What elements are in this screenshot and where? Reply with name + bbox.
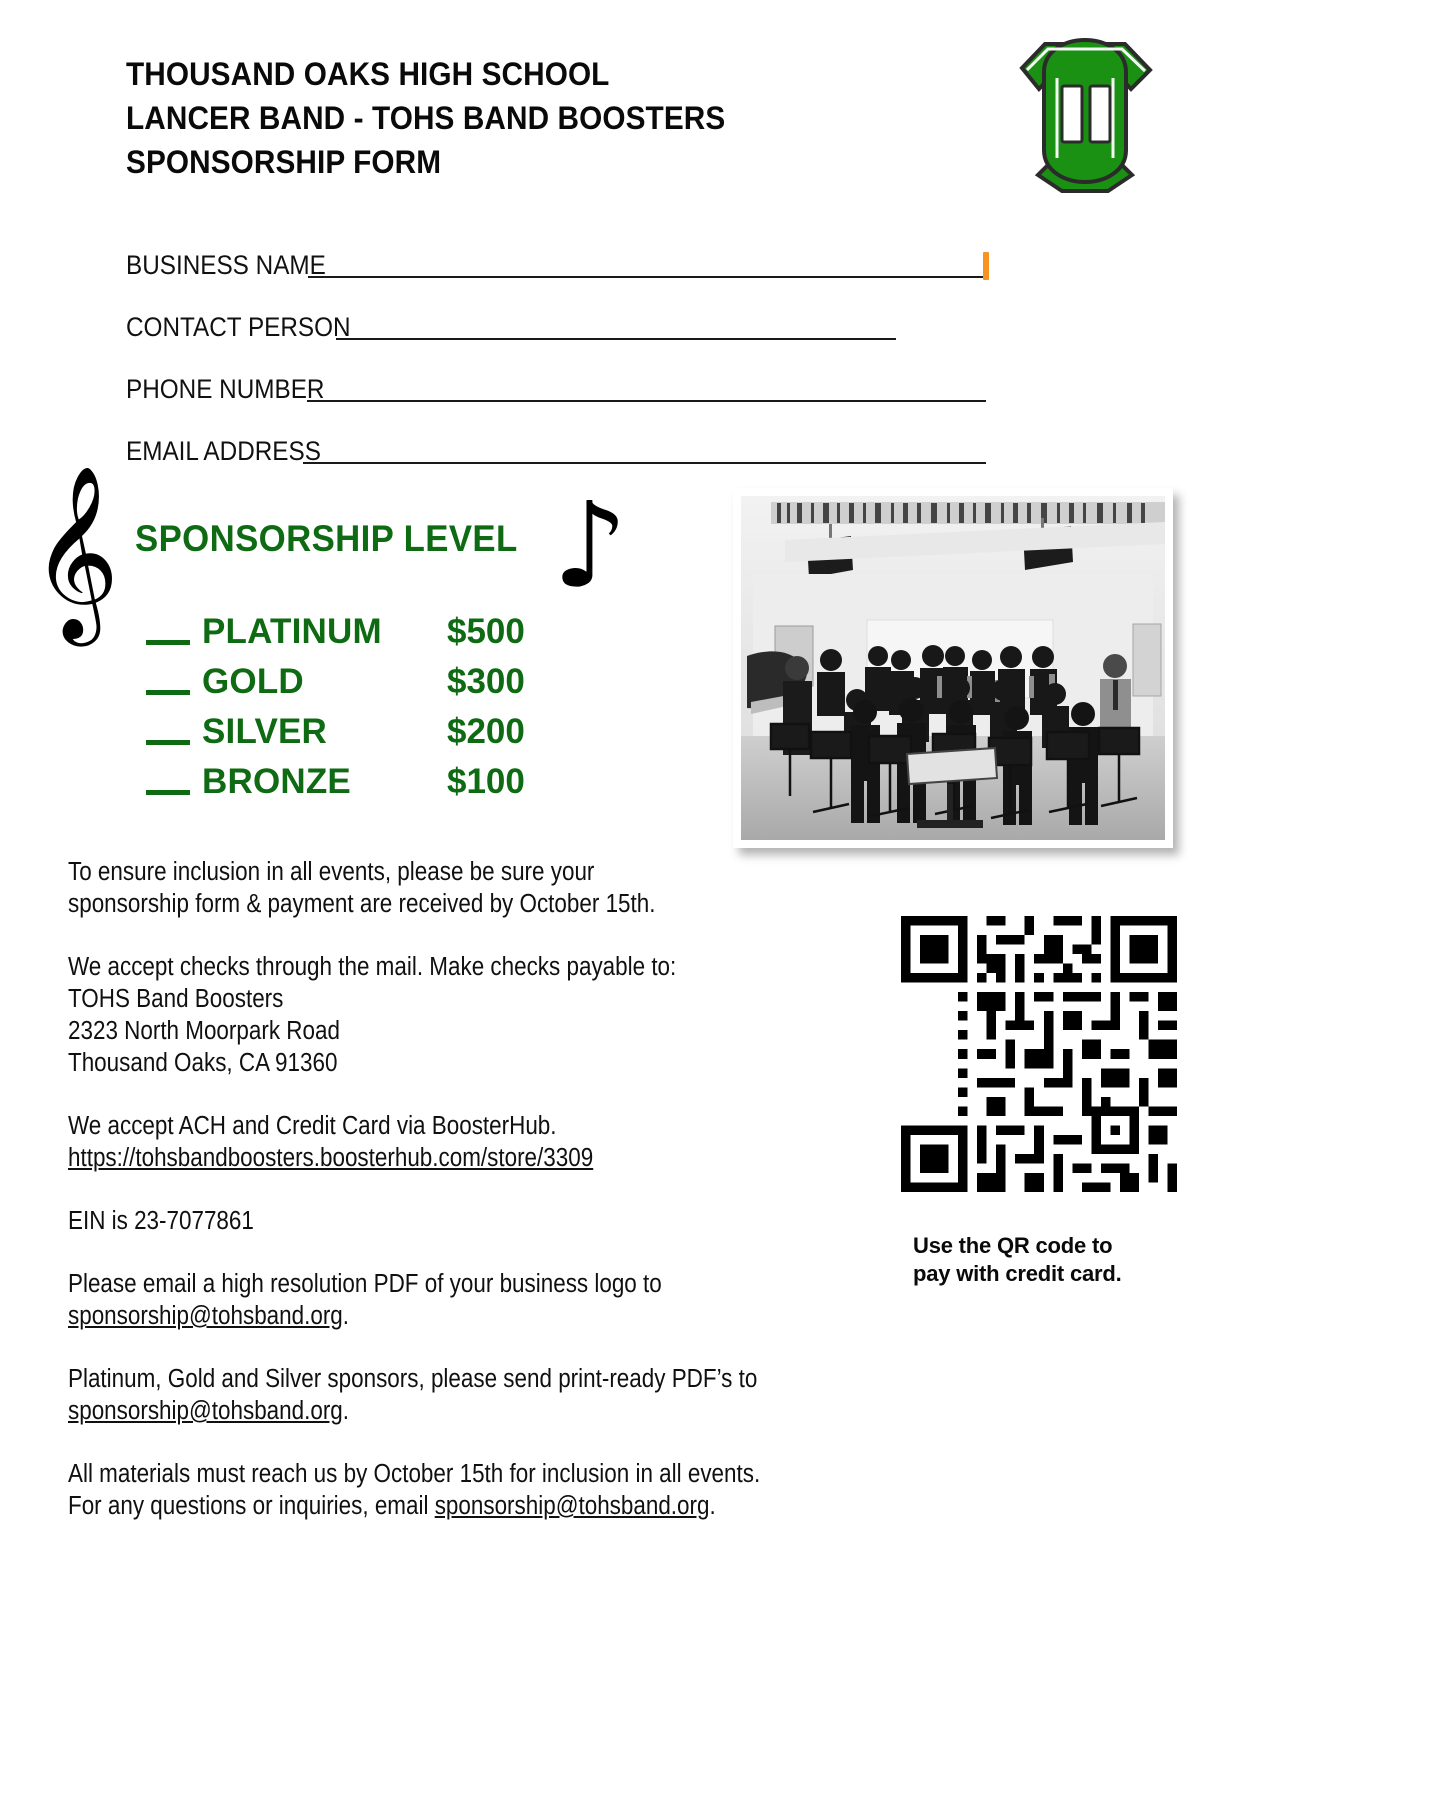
- spacer: [68, 1079, 858, 1110]
- level-name-silver: SILVER: [202, 712, 328, 751]
- band-photo: [741, 496, 1165, 840]
- final-deadline-line-1: All materials must reach us by October 15th for inclusion in all events.: [68, 1460, 761, 1488]
- payee-street: 2323 North Moorpark Road: [68, 1017, 340, 1045]
- logo-submission-line-1: Please email a high resolution PDF of your business logo to: [68, 1270, 662, 1298]
- text-caret: [983, 252, 989, 280]
- paragraph-deadline: [68, 856, 858, 920]
- paragraph-final-deadline: [68, 1458, 858, 1522]
- school-logo-icon: [1000, 28, 1170, 193]
- level-name-platinum: PLATINUM: [202, 612, 382, 651]
- page-title: [126, 52, 946, 184]
- ein-text: EIN is 23-7077861: [68, 1207, 254, 1235]
- treble-clef-icon: 𝄞: [30, 465, 120, 639]
- level-row-bronze[interactable]: [140, 762, 610, 812]
- level-price-platinum: $500: [447, 612, 525, 651]
- level-row-gold[interactable]: [140, 662, 610, 712]
- qr-code[interactable]: [901, 916, 1177, 1192]
- contact-person-input[interactable]: [336, 338, 896, 340]
- paragraph-logo-submission: [68, 1268, 858, 1332]
- spacer: [68, 920, 858, 951]
- spacer: [68, 1174, 858, 1205]
- print-ready-period: .: [342, 1397, 350, 1425]
- deadline-line-1: To ensure inclusion in all events, please be sure your: [68, 858, 595, 886]
- questions-prefix: For any questions or inquiries, email: [68, 1492, 435, 1520]
- title-line-2: LANCER BAND - TOHS BAND BOOSTERS: [126, 100, 726, 136]
- checks-line-1: We accept checks through the mail. Make checks payable to:: [68, 953, 677, 981]
- questions-period: .: [709, 1492, 716, 1520]
- qr-caption-line-2: pay with credit card.: [913, 1261, 1122, 1286]
- level-price-gold: $300: [447, 662, 525, 701]
- paragraph-ein: [68, 1205, 858, 1237]
- title-line-3: SPONSORSHIP FORM: [126, 144, 442, 180]
- qr-code-caption: [913, 1232, 1183, 1288]
- online-payment-line-1: We accept ACH and Credit Card via BoosterHub.: [68, 1112, 557, 1140]
- field-row-email-address: [126, 408, 986, 470]
- level-name-bronze: BRONZE: [202, 762, 351, 801]
- sponsorship-email-link-2[interactable]: sponsorship@tohsband.org: [68, 1397, 343, 1425]
- band-photo-frame: [733, 488, 1173, 848]
- level-row-platinum[interactable]: [140, 612, 610, 662]
- spacer: [68, 1237, 858, 1268]
- sponsor-info-form: [126, 222, 986, 470]
- deadline-line-2: sponsorship form & payment are received by October 15th.: [68, 890, 656, 918]
- title-line-1: THOUSAND OAKS HIGH SCHOOL: [126, 56, 610, 92]
- payee-city-state-zip: Thousand Oaks, CA 91360: [68, 1049, 338, 1077]
- business-name-label: BUSINESS NAME: [126, 250, 326, 280]
- level-price-bronze: $100: [447, 762, 525, 801]
- instructions-body: [68, 856, 858, 1522]
- level-row-silver[interactable]: [140, 712, 610, 762]
- paragraph-online-payment: [68, 1110, 858, 1174]
- sponsorship-email-link-1[interactable]: sponsorship@tohsband.org: [68, 1302, 343, 1330]
- spacer: [68, 1427, 858, 1458]
- field-row-contact-person: [126, 284, 986, 346]
- email-address-label: EMAIL ADDRESS: [126, 436, 321, 466]
- spacer: [68, 1332, 858, 1363]
- sponsorship-level-heading: SPONSORSHIP LEVEL: [135, 518, 518, 559]
- contact-person-label: CONTACT PERSON: [126, 312, 351, 342]
- email-address-input[interactable]: [303, 462, 986, 464]
- business-name-input[interactable]: [308, 276, 986, 278]
- qr-caption-line-1: Use the QR code to: [913, 1233, 1113, 1258]
- sponsorship-level-list: [140, 612, 610, 812]
- field-row-phone-number: [126, 346, 986, 408]
- eighth-note-icon: ♪: [552, 476, 628, 614]
- print-ready-line-1: Platinum, Gold and Silver sponsors, please send print-ready PDF’s to: [68, 1365, 758, 1393]
- paragraph-print-ready: [68, 1363, 858, 1427]
- level-name-gold: GOLD: [202, 662, 304, 701]
- sponsorship-email-link-3[interactable]: sponsorship@tohsband.org: [434, 1492, 710, 1520]
- boosterhub-store-link[interactable]: https://tohsbandboosters.boosterhub.com/store/3309: [68, 1144, 594, 1172]
- level-price-silver: $200: [447, 712, 525, 751]
- phone-number-input[interactable]: [307, 400, 986, 402]
- phone-number-label: PHONE NUMBER: [126, 374, 325, 404]
- logo-submission-period: .: [342, 1302, 350, 1330]
- paragraph-checks: [68, 951, 858, 1079]
- payee-name: TOHS Band Boosters: [68, 985, 284, 1013]
- field-row-business-name: [126, 222, 986, 284]
